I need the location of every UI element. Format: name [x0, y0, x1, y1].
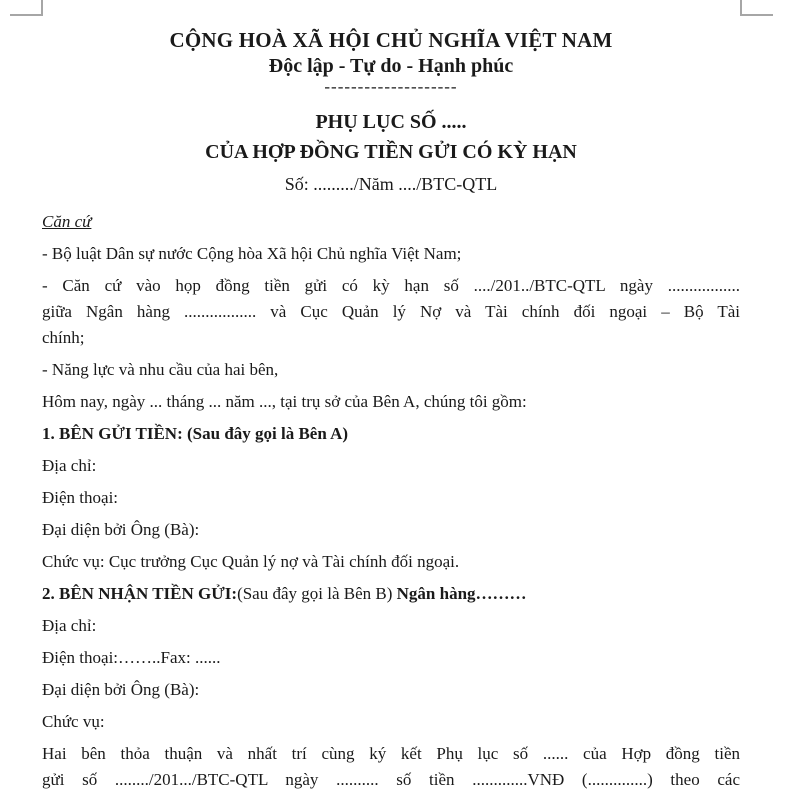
national-motto: Độc lập - Tự do - Hạnh phúc	[268, 55, 514, 77]
party-b-heading-bold: 2. BÊN NHẬN TIỀN GỬI:	[42, 584, 238, 603]
party-a-heading: 1. BÊN GỬI TIỀN: (Sau đây gọi là Bên A)	[42, 424, 349, 443]
document-number: Số: ........./Năm ..../BTC-QTL	[284, 174, 498, 194]
basis-contract-line-1: - Căn cứ vào họp đồng tiền gửi có kỳ hạn số ..../201../BTC-QTL ngày .................	[42, 276, 740, 295]
party-a-representative-label: Đại diện bởi Ông (Bà):	[42, 520, 200, 539]
agreement-line-1: Hai bên thỏa thuận và nhất trí cùng ký kết Phụ lục số ...... của Hợp đồng tiền	[42, 744, 740, 763]
text-boundary-mark-top-right	[740, 0, 773, 16]
divider-dashes: --------------------	[324, 77, 458, 96]
party-b-heading-plain: (Sau đây gọi là Bên B)	[237, 584, 397, 603]
basis-contract-line-3: chính;	[42, 328, 85, 347]
party-b-heading	[42, 581, 740, 607]
opening-line: Hôm nay, ngày ... tháng ... năm ..., tại trụ sở của Bên A, chúng tôi gồm:	[42, 392, 527, 411]
basis-contract-line-2: giữa Ngân hàng ................. và Cục Quản lý Nợ và Tài chính đối ngoại – Bộ Tài	[42, 302, 740, 321]
party-b-heading-bank: Ngân hàng………	[396, 584, 527, 603]
party-a-position-line: Chức vụ: Cục trưởng Cục Quản lý nợ và Tài chính đối ngoại.	[42, 552, 460, 571]
party-b-representative-label: Đại diện bởi Ông (Bà):	[42, 680, 200, 699]
party-a-address-label: Địa chỉ:	[42, 456, 97, 475]
text-boundary-mark-top-left	[10, 0, 43, 16]
agreement-line-2: gửi số ......../201.../BTC-QTL ngày .......... số tiền .............VNĐ (..............) theo các	[42, 770, 740, 789]
party-b-address-label: Địa chỉ:	[42, 616, 97, 635]
basis-item-capacity: - Năng lực và nhu cầu của hai bên,	[42, 360, 279, 379]
basis-item-civil-code: - Bộ luật Dân sự nước Cộng hòa Xã hội Chủ nghĩa Việt Nam;	[42, 244, 462, 263]
basis-section-label	[42, 209, 740, 235]
party-b-phone-fax-label: Điện thoại:……..Fax: ......	[42, 648, 221, 667]
agreement-paragraph	[42, 741, 740, 793]
basis-label-text: Căn cứ	[42, 212, 92, 231]
appendix-number-title: PHỤ LỤC SỐ .....	[315, 111, 467, 133]
party-a-phone-label: Điện thoại:	[42, 488, 119, 507]
basis-item-contract	[42, 273, 740, 351]
national-title: CỘNG HOÀ XÃ HỘI CHỦ NGHĨA VIỆT NAM	[169, 28, 613, 52]
appendix-subtitle: CỦA HỢP ĐỒNG TIỀN GỬI CÓ KỲ HẠN	[205, 141, 577, 163]
document-content	[42, 27, 740, 793]
party-b-position-label: Chức vụ:	[42, 712, 105, 731]
